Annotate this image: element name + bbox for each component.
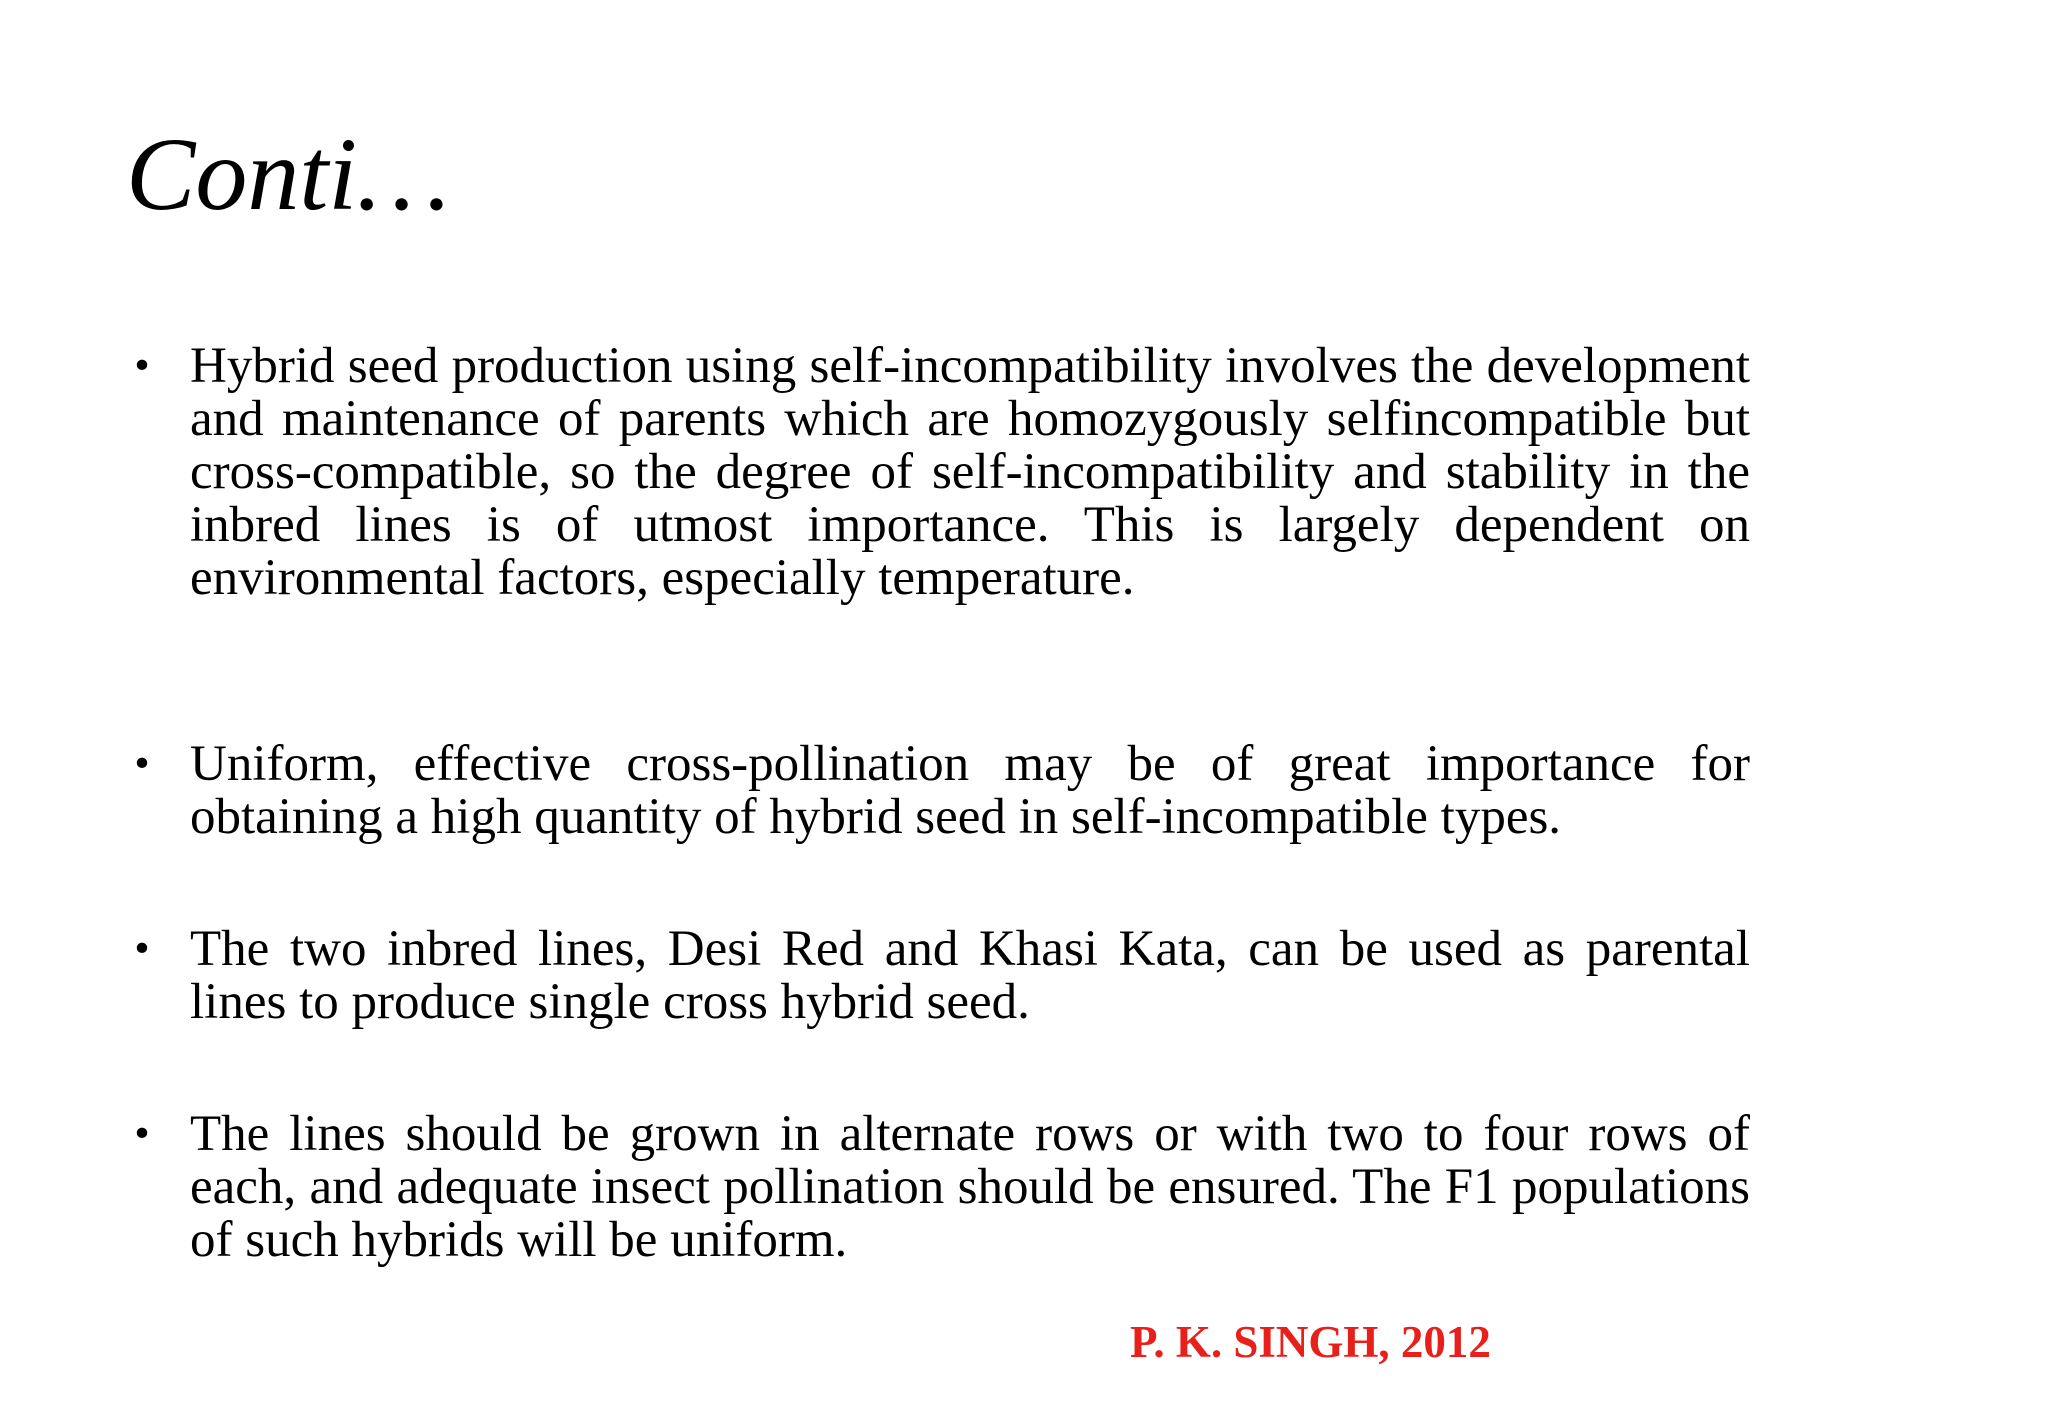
bullet-item — [131, 736, 1750, 845]
citation: P. K. SINGH, 2012 — [1130, 1317, 1491, 1367]
bullet-text: The two inbred lines, Desi Red and Khasi Kata, can be used as parental lines to produce single cross hybrid seed. — [190, 921, 1750, 1030]
bullet-item — [131, 921, 1750, 1030]
bullet-marker: • — [131, 744, 153, 785]
bullet-text: The lines should be grown in alternate rows or with two to four rows of each, and adequate insect pollination should be ensured. The F1 populations of such hybrids will be uniform. — [190, 1106, 1750, 1268]
bullet-item — [131, 338, 1750, 606]
bullet-marker: • — [131, 929, 153, 970]
bullet-marker: • — [131, 1114, 153, 1155]
bullet-item — [131, 1106, 1750, 1268]
bullet-text: Uniform, effective cross-pollination may be of great importance for obtaining a high quantity of hybrid seed in self-incompatible types. — [190, 736, 1750, 845]
bullet-marker: • — [131, 346, 153, 387]
bullet-text: Hybrid seed production using self-incompatibility involves the development and maintenance of parents which are homozygously selfincompatible but cross-compatible, so the degree of self-incompatibility and stability in the inbred lines is of utmost importance. This is largely dependent on environmental factors, especially temperature. — [190, 338, 1750, 606]
slide-title: Conti… — [126, 117, 450, 232]
